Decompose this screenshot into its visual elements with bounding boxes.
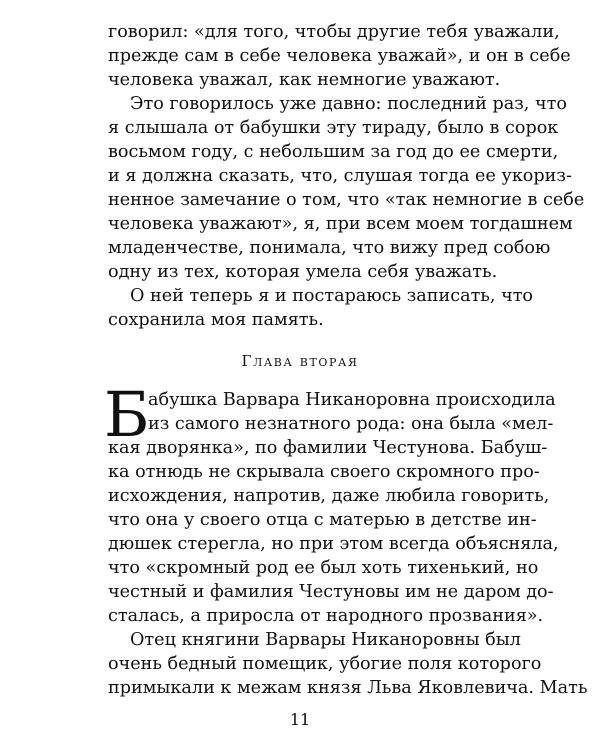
text-line: что она у своего отца с матерью в детстве ин- (108, 510, 537, 530)
text-line: и я должна сказать, что, слушая тогда ее укориз- (108, 166, 572, 186)
text-line: сохранила моя память. (108, 310, 324, 330)
text-line: что «скромный род ее был хоть тихенький, но (108, 558, 539, 578)
text-line: очень бедный помещик, убогие поля которого (108, 654, 542, 674)
text-line: человека уважал, как немногие уважают. (108, 70, 501, 90)
text-line: одну из тех, которая умела себя уважать. (108, 262, 498, 282)
text-line: младенчестве, понимала, что вижу пред собою (108, 238, 551, 258)
text-line: сталась, а приросла от народного прозвания». (108, 606, 544, 626)
text-line: Это говорилось уже давно: последний раз, что (130, 94, 567, 114)
text-line: Отец княгини Варвары Никаноровны был (130, 630, 521, 650)
text-line: ненное замечание о том, что «так немногие в себе (108, 190, 585, 210)
page-number: 11 (289, 710, 311, 729)
text-line: я слышала от бабушки эту тираду, было в сорок (108, 118, 559, 138)
text-line: из самого незнатного рода: она была «мел- (148, 414, 554, 434)
text-line: примыкали к межам князя Льва Яковлевича. Мать (108, 678, 588, 698)
text-line: дюшек стерегла, но при этом всегда объясняла, (108, 534, 559, 554)
text-line: говорил: «для того, чтобы другие тебя уважали, (108, 22, 560, 42)
text-line: кая дворянка», по фамилии Честунова. Бабуш- (108, 438, 548, 458)
drop-cap: Б (104, 378, 150, 451)
text-line: исхождения, напротив, даже любила говорить, (108, 486, 550, 506)
text-line: честный и фамилия Честуновы им не даром до- (108, 582, 554, 602)
text-line: О ней теперь я и постараюсь записать, что (130, 286, 534, 306)
text-line: человека уважают», я, при всем моем тогдашнем (108, 214, 573, 234)
text-line: абушка Варвара Никаноровна происходила (148, 390, 556, 410)
chapter-heading: Глава вторая (241, 352, 359, 370)
text-line: прежде сам в себе человека уважай», и он в себе (108, 46, 571, 66)
text-line: восьмом году, с небольшим за год до ее смерти, (108, 142, 559, 162)
text-line: ка отнюдь не скрывала своего скромного про- (108, 462, 540, 482)
